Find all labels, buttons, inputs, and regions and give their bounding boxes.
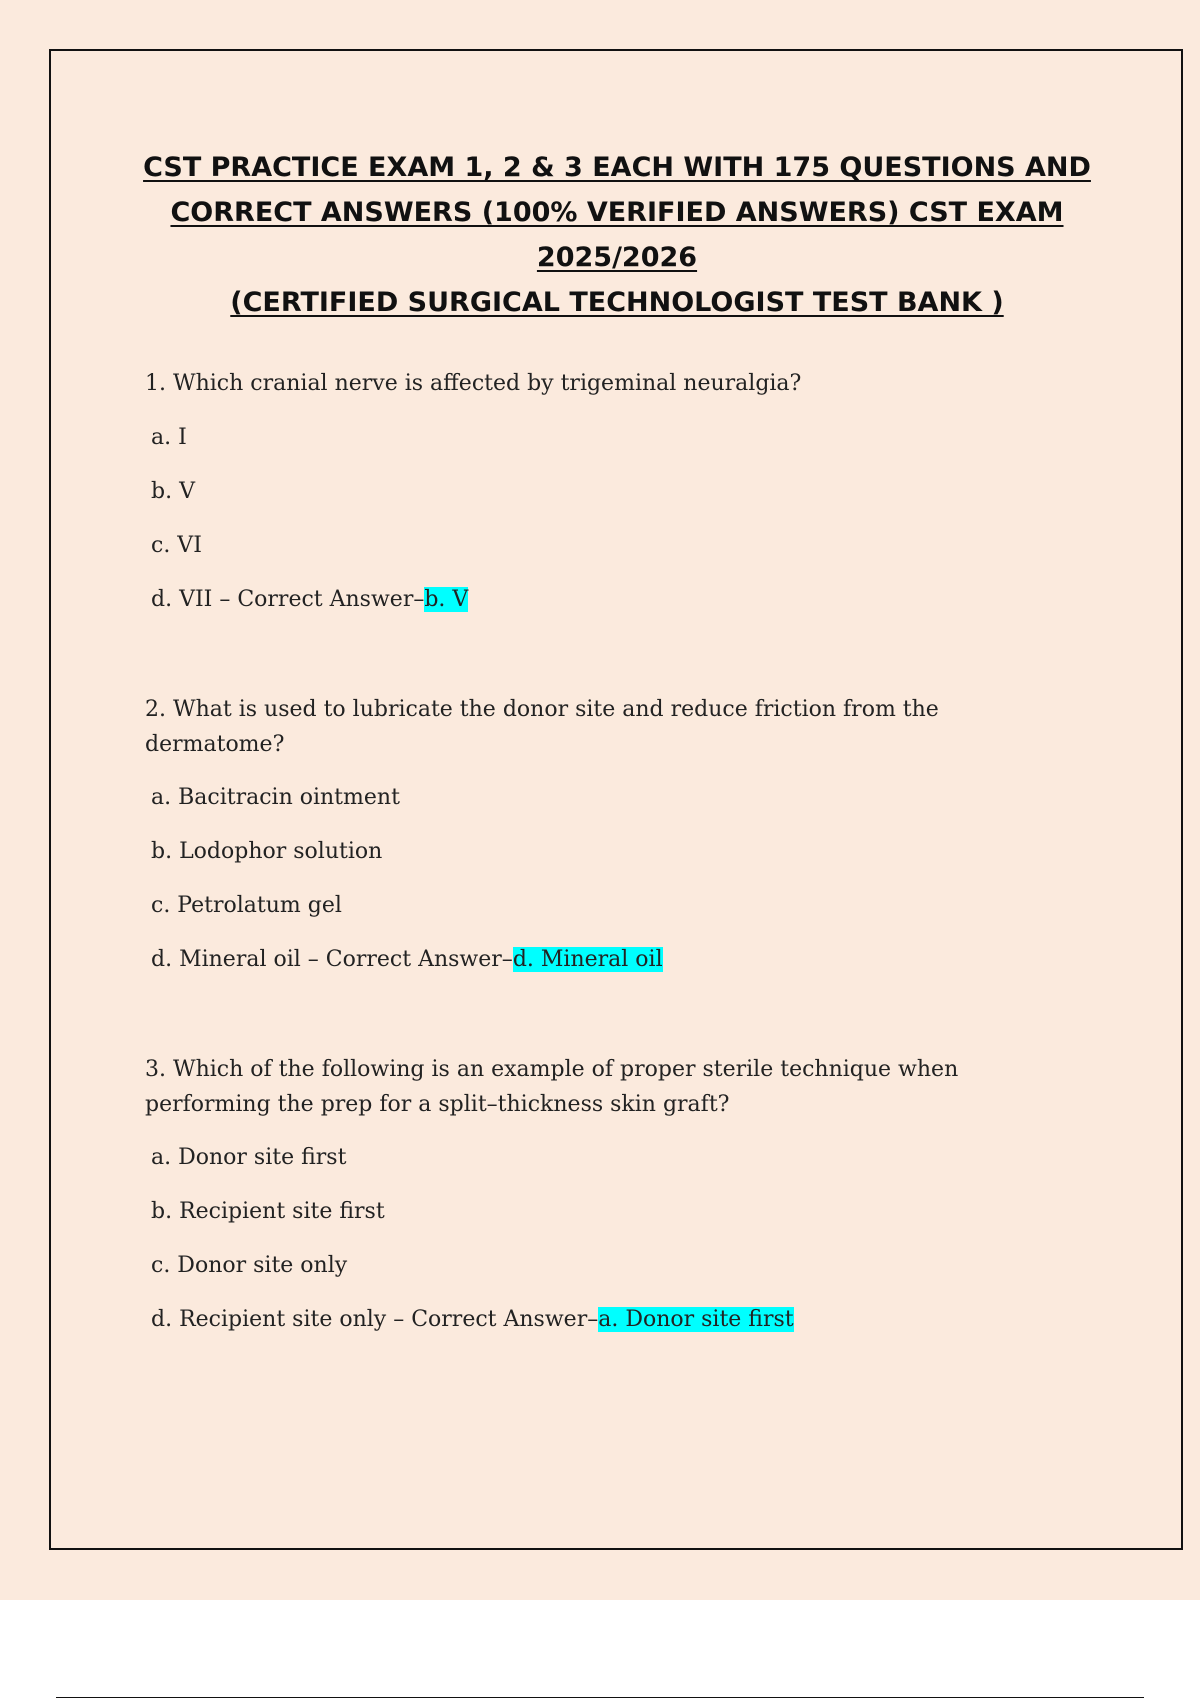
question-1-option-d-line [151, 582, 468, 617]
question-3-option-d-line [151, 1302, 794, 1337]
question-2-answer-label: – Correct Answer– [300, 947, 513, 972]
title-line-1: CST PRACTICE EXAM 1, 2 & 3 EACH WITH 175 QUESTIONS AND [143, 152, 1091, 183]
question-3-option-a: a. Donor site first [151, 1145, 347, 1170]
question-3-answer-label: – Correct Answer– [386, 1307, 599, 1332]
document-title [100, 145, 1134, 325]
question-3-option-d: d. Recipient site only [151, 1307, 387, 1332]
question-3-text: 3. Which of the following is an example of proper sterile technique when performing the prep for a split–thickness skin graft? [145, 1057, 959, 1117]
question-2-option-d: d. Mineral oil [151, 947, 301, 972]
question-2-correct-answer: d. Mineral oil [512, 947, 663, 972]
question-3-correct-answer: a. Donor site first [598, 1307, 794, 1332]
footer-rule [56, 1697, 1144, 1698]
question-1-answer-label: – Correct Answer– [212, 587, 425, 612]
question-1-correct-answer: b. V [424, 587, 469, 612]
question-3-option-c: c. Donor site only [151, 1253, 348, 1278]
question-2-option-d-line [151, 942, 663, 977]
question-1-option-c: c. VI [151, 533, 202, 558]
question-1-option-b: b. V [151, 479, 195, 504]
question-2-text: 2. What is used to lubricate the donor site and reduce friction from the dermatome? [145, 697, 939, 757]
question-2-option-c: c. Petrolatum gel [151, 893, 342, 918]
question-1-text: 1. Which cranial nerve is affected by trigeminal neuralgia? [145, 371, 802, 396]
question-1-option-a: a. I [151, 425, 187, 450]
question-2-option-b: b. Lodophor solution [151, 839, 383, 864]
title-line-3: (CERTIFIED SURGICAL TECHNOLOGIST TEST BANK ) [230, 287, 1004, 318]
question-1-option-d: d. VII [151, 587, 213, 612]
title-line-2: CORRECT ANSWERS (100% VERIFIED ANSWERS) CST EXAM 2025/2026 [170, 197, 1064, 273]
question-3-option-b: b. Recipient site first [151, 1199, 385, 1224]
question-2-option-a: a. Bacitracin ointment [151, 785, 400, 810]
